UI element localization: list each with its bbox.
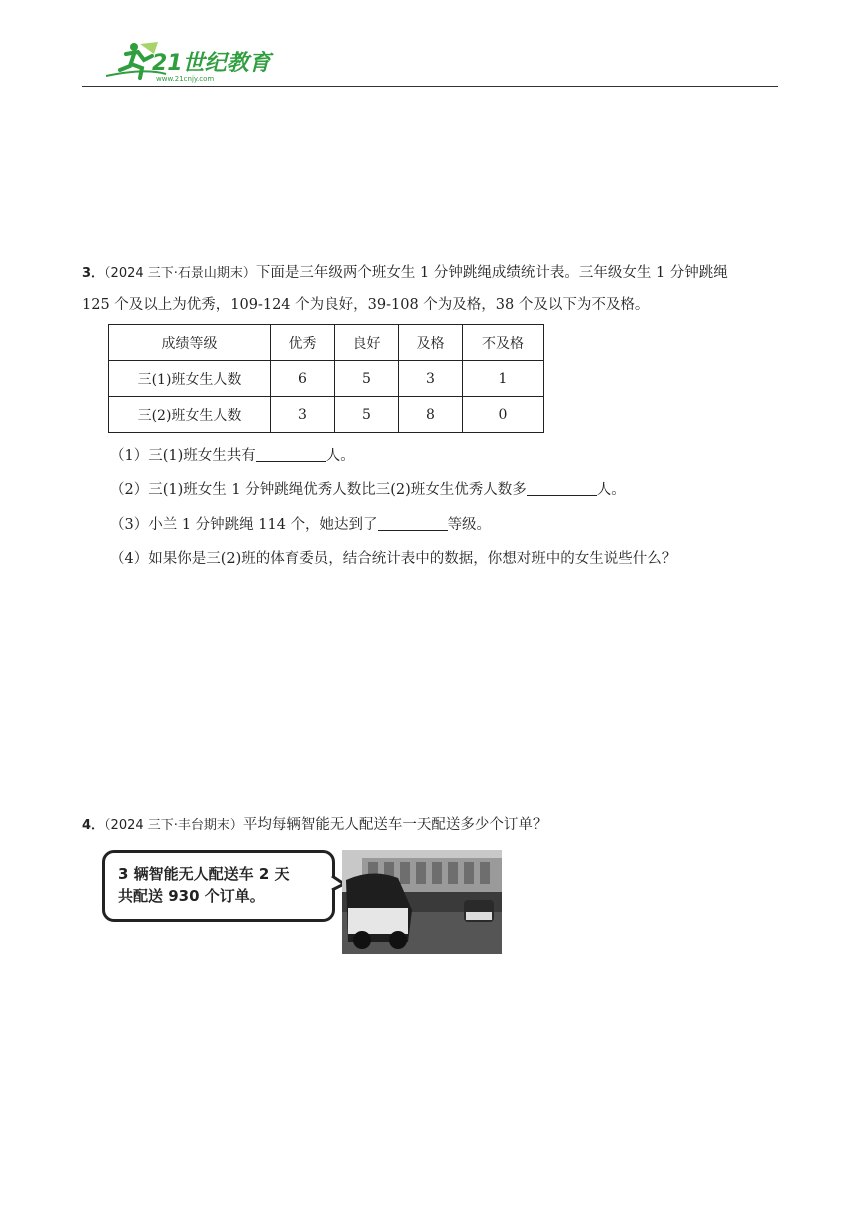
grade-stats-table [108, 324, 544, 433]
q3-sub4: （4）如果你是三(2)班的体育委员，结合统计表中的数据，你想对班中的女生说些什么？ [110, 551, 677, 567]
header-cell: 及格 [399, 325, 463, 361]
q3-line2: 125 个及以上为优秀，109-124 个为良好，39-108 个为及格，38 个及以下为不及格。 [82, 297, 650, 313]
header-cell: 成绩等级 [109, 325, 271, 361]
q3-sub1-suffix: 人。 [325, 448, 355, 464]
q3-line1 [82, 263, 728, 284]
q4-source: （2024 三下·丰台期末） [104, 818, 243, 833]
bubble-line1: 3 辆智能无人配送车 2 天 [118, 865, 290, 883]
table-row [109, 397, 544, 433]
q4-line [82, 815, 547, 836]
delivery-illustration [102, 850, 502, 956]
table-cell: 6 [271, 361, 335, 397]
q3-intro: 下面是三年级两个班女生 1 分钟跳绳成绩统计表。三年级女生 1 分钟跳绳 [255, 265, 728, 281]
q3-number: 3． [82, 266, 105, 281]
q4-question: 平均每辆智能无人配送车一天配送多少个订单？ [242, 817, 548, 833]
table-cell: 8 [399, 397, 463, 433]
answer-blank[interactable] [378, 514, 448, 531]
table-cell: 3 [271, 397, 335, 433]
q4-number: 4． [82, 818, 105, 833]
answer-blank[interactable] [527, 479, 597, 496]
row-label: 三(2)班女生人数 [109, 397, 271, 433]
table-cell: 1 [463, 361, 544, 397]
table-cell: 5 [335, 361, 399, 397]
q3-sub3 [110, 513, 491, 534]
q3-sub3-suffix: 等级。 [447, 517, 492, 533]
table-row [109, 361, 544, 397]
table-cell: 5 [335, 397, 399, 433]
table-cell: 0 [463, 397, 544, 433]
header-cell: 良好 [335, 325, 399, 361]
speech-bubble [102, 850, 335, 922]
bubble-line2: 共配送 930 个订单。 [118, 887, 265, 905]
21cnjy-logo [104, 40, 274, 84]
table-cell: 3 [399, 361, 463, 397]
q3-sub2-suffix: 人。 [596, 482, 626, 498]
logo-main-text: 21世纪教育 [152, 51, 271, 76]
header-divider [82, 86, 778, 87]
q3-sub3-text: （3）小兰 1 分钟跳绳 114 个，她达到了 [110, 517, 378, 533]
q3-sub1-text: （1）三(1)班女生共有 [110, 448, 256, 464]
row-label: 三(1)班女生人数 [109, 361, 271, 397]
delivery-vehicle-photo [342, 850, 502, 954]
table-header-row [109, 325, 544, 361]
q3-sub1 [110, 444, 355, 465]
logo-url-text: www.21cnjy.com [156, 75, 215, 83]
q3-sub2-text: （2）三(1)班女生 1 分钟跳绳优秀人数比三(2)班女生优秀人数多 [110, 482, 527, 498]
q3-sub2 [110, 478, 626, 499]
q3-source: （2024 三下·石景山期末） [104, 266, 256, 281]
header-cell: 不及格 [463, 325, 544, 361]
header-cell: 优秀 [271, 325, 335, 361]
answer-blank[interactable] [256, 445, 326, 462]
